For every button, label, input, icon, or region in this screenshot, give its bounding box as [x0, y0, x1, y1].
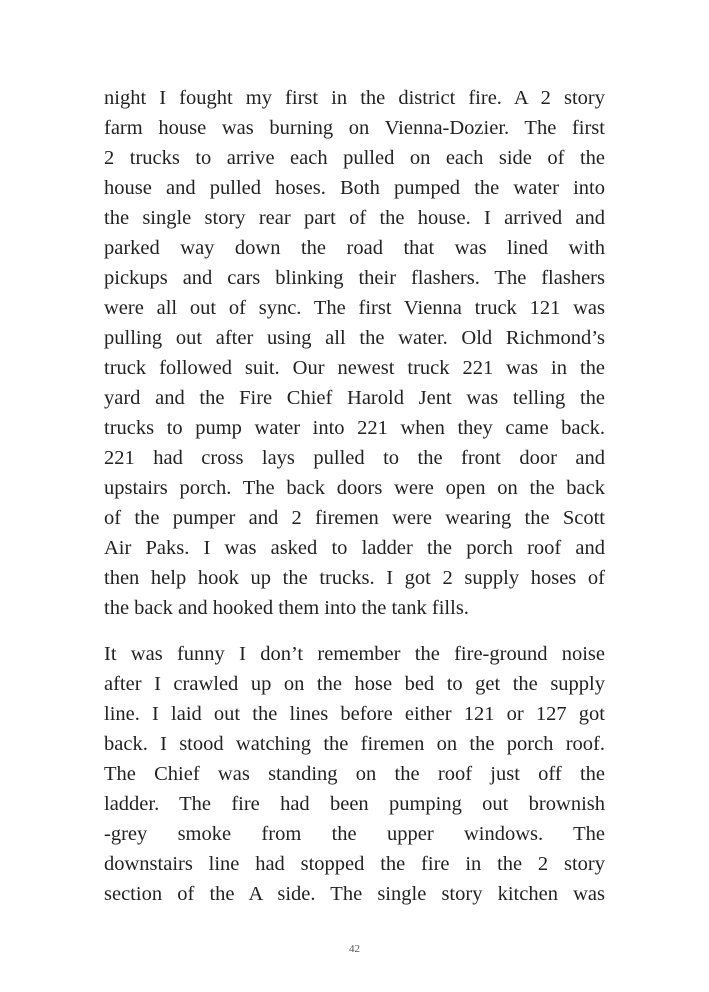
- text-line: the single story rear part of the house. I arrived and: [104, 207, 605, 229]
- text-line: 2 trucks to arrive each pulled on each side of the: [104, 147, 605, 169]
- text-line: farm house was burning on Vienna-Dozier. The first: [104, 117, 605, 139]
- text-line: pickups and cars blinking their flashers. The flashers: [104, 267, 605, 289]
- text-line: yard and the Fire Chief Harold Jent was telling the: [104, 387, 605, 409]
- text-line: trucks to pump water into 221 when they came back.: [104, 417, 605, 439]
- text-line: It was funny I don’t remember the fire-ground noise: [104, 643, 605, 665]
- text-line: 221 had cross lays pulled to the front door and: [104, 447, 605, 469]
- text-line: truck followed suit. Our newest truck 221 was in the: [104, 357, 605, 379]
- paragraph-1: [104, 83, 605, 623]
- text-line: pulling out after using all the water. Old Richmond’s: [104, 327, 605, 349]
- text-line: section of the A side. The single story kitchen was: [104, 883, 605, 905]
- paragraph-2: [104, 639, 605, 909]
- text-line: ladder. The fire had been pumping out brownish: [104, 793, 605, 815]
- text-line: night I fought my first in the district fire. A 2 story: [104, 87, 605, 109]
- text-line: downstairs line had stopped the fire in the 2 story: [104, 853, 605, 875]
- page-number: 42: [349, 943, 360, 955]
- text-line: after I crawled up on the hose bed to get the supply: [104, 673, 605, 695]
- text-line: parked way down the road that was lined with: [104, 237, 605, 259]
- text-line: Air Paks. I was asked to ladder the porch roof and: [104, 537, 605, 559]
- text-line: The Chief was standing on the roof just off the: [104, 763, 605, 785]
- text-line: upstairs porch. The back doors were open on the back: [104, 477, 605, 499]
- text-line: house and pulled hoses. Both pumped the water into: [104, 177, 605, 199]
- text-line: back. I stood watching the firemen on the porch roof.: [104, 733, 605, 755]
- text-line: the back and hooked them into the tank fills.: [104, 597, 469, 619]
- text-line: were all out of sync. The first Vienna truck 121 was: [104, 297, 605, 319]
- text-line: -grey smoke from the upper windows. The: [104, 823, 605, 845]
- text-line: line. I laid out the lines before either 121 or 127 got: [104, 703, 605, 725]
- text-line: of the pumper and 2 firemen were wearing the Scott: [104, 507, 605, 529]
- text-line: then help hook up the trucks. I got 2 supply hoses of: [104, 567, 605, 589]
